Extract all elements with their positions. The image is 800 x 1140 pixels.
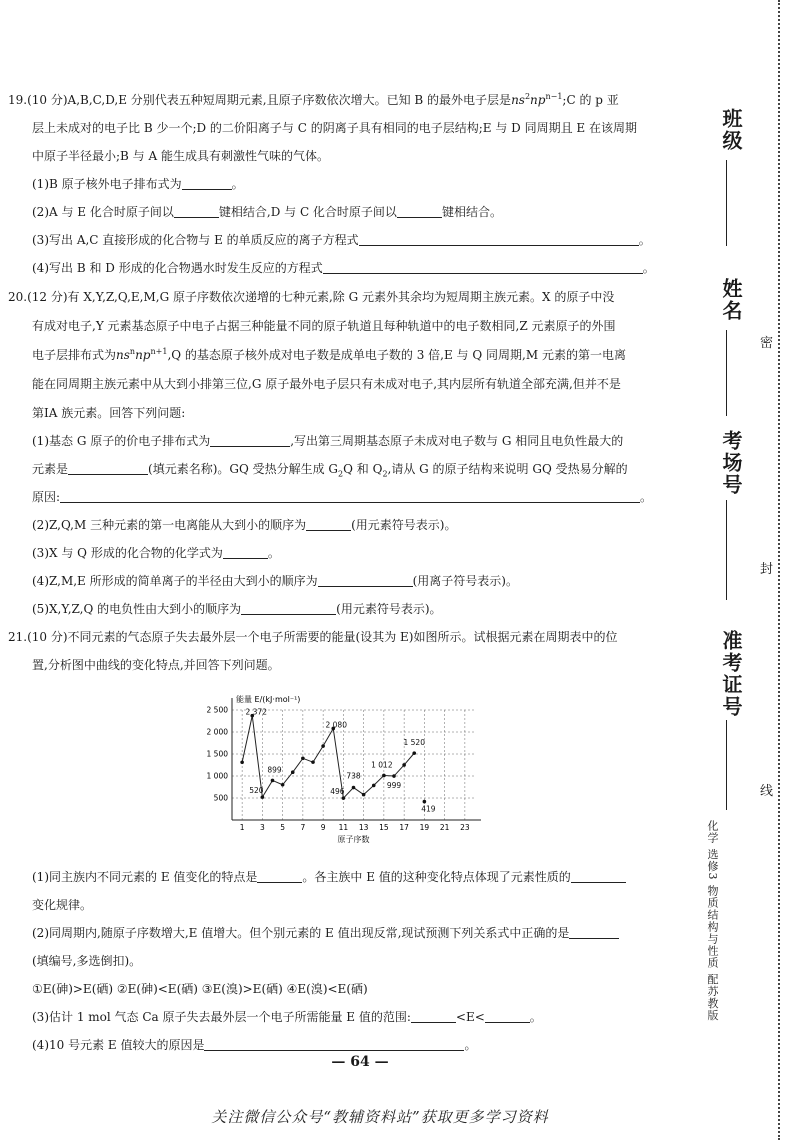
ionization-energy-chart <box>190 692 490 852</box>
q20-part5: (5)X,Y,Z,Q 的电负性由大到小的顺序为 (用元素符号表示)。 <box>32 602 442 616</box>
q20-stem-line3: 电子层排布式为$ns^nnp^{n+1},Q$ 的基态原子核外成对电子数是成单电子数的 3 倍,E 与 Q 同周期,M 元素的第一电离 <box>32 347 626 362</box>
x-tick-label: 23 <box>460 823 470 832</box>
q20-part1-line2: 元素是 (填元素名称)。GQ 受热分解生成 $G_2Q$ 和 $Q_2$,请从 G 的原子结构来说明 GQ 受热易分解的 <box>32 462 628 479</box>
y-tick-label: 500 <box>213 793 228 803</box>
q20-stem-line4: 能在同周期主族元素中从大到小排第三位,G 原子最外电子层只有未成对电子,其内层所有轨道全部充满,但并不是 <box>32 377 621 391</box>
answer-blank <box>318 574 413 587</box>
exam-room-label: 考场号 <box>719 430 743 496</box>
q21-part2-options: ①E(砷)>E(硒) ②E(砷)<E(硒) ③E(溴)>E(硒) ④E(溴)<E(硒) <box>32 982 368 996</box>
answer-blank <box>210 434 290 447</box>
q19-part3: (3)写出 A,C 直接形成的化合物与 E 的单质反应的离子方程式 。 <box>32 233 651 247</box>
data-label: 496 <box>330 787 345 797</box>
answer-blank <box>571 870 626 883</box>
data-point <box>311 760 315 764</box>
q21-part1-line2: 变化规律。 <box>32 898 93 912</box>
data-label: 419 <box>421 804 436 814</box>
class-field-line <box>726 160 727 246</box>
x-tick-label: 5 <box>280 823 286 832</box>
answer-blank <box>182 177 232 190</box>
q20-part3: (3)X 与 Q 形成的化合物的化学式为 。 <box>32 546 280 560</box>
y-tick-label: 2 000 <box>206 727 228 737</box>
x-tick-label: 1 <box>239 823 245 832</box>
name-field-line <box>726 330 727 416</box>
answer-blank <box>257 870 302 883</box>
x-tick-label: 11 <box>338 823 349 832</box>
y-tick-label: 1 000 <box>206 771 228 781</box>
page-number: — 64 — <box>331 1054 389 1070</box>
answer-blank <box>306 518 351 531</box>
q20-stem-line1: 20.(12 分)有 X,Y,Z,Q,E,M,G 原子序数依次递增的七种元素,除 G 元素外其余均为短周期主族元素。X 的原子中没 <box>8 290 615 304</box>
data-point <box>392 774 396 778</box>
binding-sidebar <box>690 0 800 1140</box>
y-tick-label: 2 500 <box>206 705 228 715</box>
data-point <box>372 784 376 788</box>
data-point <box>352 786 356 790</box>
data-point <box>261 795 265 799</box>
data-point <box>321 744 325 748</box>
q19-part2: (2)A 与 E 化合时原子间以 键相结合,D 与 C 化合时原子间以 键相结合。 <box>32 205 502 219</box>
binding-dotted-line <box>778 0 780 1140</box>
data-point <box>291 770 295 774</box>
y-tick-label: 1 500 <box>206 749 228 759</box>
data-label: 1 520 <box>403 738 425 748</box>
x-tick-label: 7 <box>300 823 306 832</box>
q21-part1-line1: (1)同主族内不同元素的 E 值变化的特点是 。各主族中 E 值的这种变化特点体现了元素性质的 <box>32 869 626 885</box>
q20-part1-line1: (1)基态 G 原子的价电子排布式为 ,写出第三周期基态原子未成对电子数与 G 相同且电负性最大的 <box>32 434 624 448</box>
x-tick-label: 3 <box>259 823 265 832</box>
data-point <box>342 796 346 800</box>
data-point <box>423 800 427 804</box>
x-tick-label: 9 <box>320 823 326 832</box>
x-tick-label: 21 <box>439 823 450 832</box>
q21-stem-line1: 21.(10 分)不同元素的气态原子失去最外层一个电子所需要的能量(设其为 E)如图所示。试根据元素在周期表中的位 <box>8 630 618 644</box>
q21-stem-line2: 置,分析图中曲线的变化特点,并回答下列问题。 <box>32 658 280 672</box>
seal-feng: 封 <box>760 562 774 577</box>
x-axis-title: 原子序数 <box>337 835 370 844</box>
answer-blank <box>60 490 640 503</box>
answer-blank <box>68 462 148 475</box>
x-tick-label: 17 <box>399 823 409 832</box>
answer-blank <box>323 261 643 274</box>
answer-blank <box>204 1038 464 1051</box>
q21-part2-line1: (2)同周期内,随原子序数增大,E 值增大。但个别元素的 E 值出现反常,现试预测下列关系式中正确的是 <box>32 925 619 941</box>
q21-part4: (4)10 号元素 E 值较大的原因是 。 <box>32 1038 477 1052</box>
q20-stem-line2: 有成对电子,Y 元素基态原子中电子占据三种能量不同的原子轨道且每种轨道中的电子数相同,Z 元素原子的外围 <box>32 319 616 333</box>
data-label: 999 <box>386 781 402 791</box>
answer-blank <box>397 205 442 218</box>
data-point <box>240 760 244 764</box>
answer-blank <box>569 926 619 939</box>
q19-stem-line1: 19.(10 分)A,B,C,D,E 分别代表五种短周期元素,且原子序数依次增大。已知 B 的最外电子层是$ns^2np^{n-1};C$ 的 p 亚 <box>8 92 619 107</box>
x-tick-label: 19 <box>419 823 430 832</box>
answer-blank <box>359 233 639 246</box>
q21-part2-line2: (填编号,多选倒扣)。 <box>32 954 142 968</box>
data-label: 2 080 <box>325 720 347 730</box>
q19-part1: (1)B 原子核外电子排布式为 。 <box>32 177 244 191</box>
seal-mi: 密 <box>760 336 774 351</box>
exam-id-label: 准考证号 <box>719 630 743 718</box>
seal-xian: 线 <box>760 784 774 799</box>
answer-blank <box>174 205 219 218</box>
x-tick-label: 13 <box>358 823 369 832</box>
footer-note: 关注微信公众号“教辅资料站”获取更多学习资料 <box>211 1108 549 1126</box>
q20-part1-line3: 原因: 。 <box>32 490 653 504</box>
q20-part2: (2)Z,Q,M 三种元素的第一电离能从大到小的顺序为 (用元素符号表示)。 <box>32 518 457 532</box>
data-point <box>301 757 305 761</box>
exam-id-field-line <box>726 720 727 810</box>
q19-stem-line3: 中原子半径最小;B 与 A 能生成具有刺激性气味的气体。 <box>32 149 329 163</box>
data-point <box>281 783 285 787</box>
data-point <box>412 751 416 755</box>
book-title-vertical: 化学 选修3 物质结构与性质 配苏教版 <box>706 820 719 1022</box>
q19-stem-line2: 层上未成对的电子比 B 少一个;D 的二价阳离子与 C 的阴离子具有相同的电子层结构;E 与 D 同周期且 E 在该周期 <box>32 121 637 135</box>
exam-room-field-line <box>726 500 727 600</box>
answer-blank <box>485 1010 530 1023</box>
data-label: 520 <box>249 786 264 796</box>
q20-stem-line5: 第ⅠA 族元素。回答下列问题: <box>32 406 186 420</box>
data-label: 2 372 <box>245 707 267 717</box>
data-label: 1 012 <box>371 760 393 770</box>
answer-blank <box>411 1010 456 1023</box>
class-label: 班级 <box>719 108 743 152</box>
q19-part4: (4)写出 B 和 D 形成的化合物遇水时发生反应的方程式 。 <box>32 261 655 275</box>
data-point <box>271 779 275 783</box>
name-label: 姓名 <box>719 278 743 322</box>
data-point <box>362 793 366 797</box>
answer-blank <box>223 546 268 559</box>
answer-blank <box>241 602 336 615</box>
data-label: 738 <box>346 771 361 781</box>
x-tick-label: 15 <box>379 823 389 832</box>
data-point <box>382 774 386 778</box>
q21-part3: (3)估计 1 mol 气态 Ca 原子失去最外层一个电子所需能量 E 值的范围: <E< 。 <box>32 1010 542 1024</box>
data-point <box>402 763 406 767</box>
y-axis-title: 能量 E/(kJ·mol⁻¹) <box>236 695 301 704</box>
data-label: 899 <box>267 765 282 775</box>
q20-part4: (4)Z,M,E 所形成的简单离子的半径由大到小的顺序为 (用离子符号表示)。 <box>32 574 518 588</box>
